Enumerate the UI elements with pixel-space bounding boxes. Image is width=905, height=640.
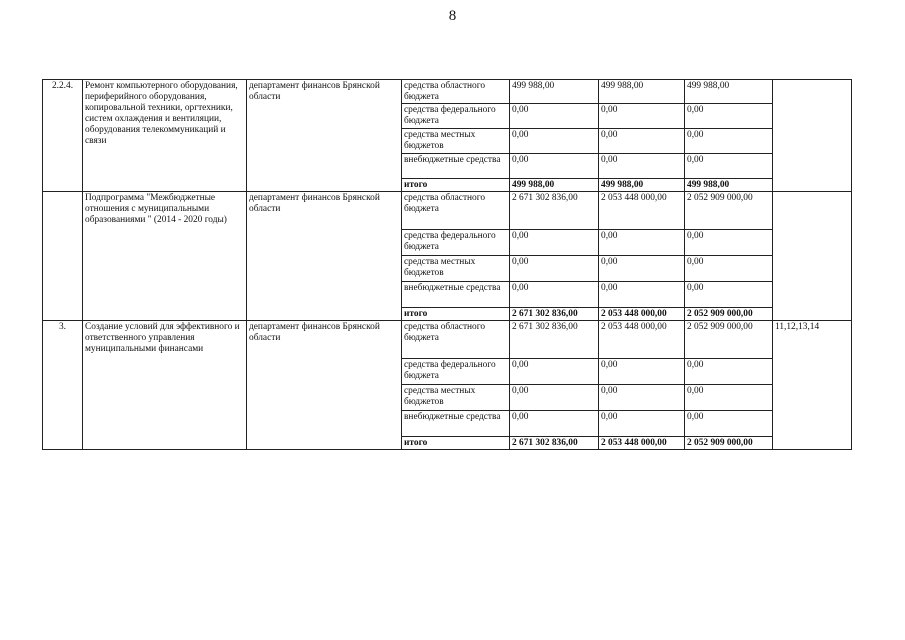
amount-cell-y1: 2 671 302 836,00	[510, 192, 599, 230]
table-row	[43, 80, 852, 104]
executor-cell: департамент финансов Брянской области	[247, 192, 402, 321]
amount-cell-y3: 0,00	[685, 411, 773, 437]
amount-cell-y2: 0,00	[599, 256, 685, 282]
funding-source-cell: средства федерального бюджета	[402, 359, 510, 385]
amount-cell-y2: 2 053 448 000,00	[599, 308, 685, 321]
funding-source-cell: средства местных бюджетов	[402, 129, 510, 154]
amount-cell-y3: 0,00	[685, 359, 773, 385]
measure-name-cell: Создание условий для эффективного и ответственного управления муниципальными финансами	[83, 321, 247, 450]
amount-cell-y3: 0,00	[685, 230, 773, 256]
row-number-cell: 2.2.4.	[43, 80, 83, 192]
amount-cell-y3: 0,00	[685, 385, 773, 411]
amount-cell-y1: 2 671 302 836,00	[510, 437, 599, 450]
amount-cell-y3: 2 052 909 000,00	[685, 321, 773, 359]
budget-table	[42, 79, 852, 450]
measure-name-cell: Подпрограмма "Межбюджетные отношения с муниципальными образованиями " (2014 - 2020 годы)	[83, 192, 247, 321]
amount-cell-y2: 0,00	[599, 411, 685, 437]
funding-source-cell: внебюджетные средства	[402, 411, 510, 437]
amount-cell-y2: 2 053 448 000,00	[599, 192, 685, 230]
amount-cell-y1: 0,00	[510, 104, 599, 129]
amount-cell-y2: 0,00	[599, 282, 685, 308]
indicators-cell	[773, 80, 852, 192]
amount-cell-y3: 2 052 909 000,00	[685, 308, 773, 321]
amount-cell-y1: 0,00	[510, 359, 599, 385]
indicators-cell	[773, 192, 852, 321]
amount-cell-y2: 2 053 448 000,00	[599, 437, 685, 450]
amount-cell-y3: 0,00	[685, 282, 773, 308]
funding-source-cell: средства федерального бюджета	[402, 104, 510, 129]
funding-source-cell: средства местных бюджетов	[402, 256, 510, 282]
indicators-cell: 11,12,13,14	[773, 321, 852, 450]
funding-source-cell: средства местных бюджетов	[402, 385, 510, 411]
amount-cell-y2: 0,00	[599, 230, 685, 256]
row-number-cell: 3.	[43, 321, 83, 450]
amount-cell-y1: 2 671 302 836,00	[510, 321, 599, 359]
amount-cell-y3: 499 988,00	[685, 179, 773, 192]
table-row	[43, 321, 852, 359]
amount-cell-y1: 0,00	[510, 411, 599, 437]
amount-cell-y3: 0,00	[685, 129, 773, 154]
funding-source-cell: итого	[402, 308, 510, 321]
funding-source-cell: средства областного бюджета	[402, 321, 510, 359]
funding-source-cell: внебюджетные средства	[402, 154, 510, 179]
funding-source-cell: итого	[402, 179, 510, 192]
amount-cell-y2: 499 988,00	[599, 80, 685, 104]
funding-source-cell: внебюджетные средства	[402, 282, 510, 308]
amount-cell-y2: 0,00	[599, 104, 685, 129]
amount-cell-y3: 499 988,00	[685, 80, 773, 104]
amount-cell-y3: 0,00	[685, 104, 773, 129]
executor-cell: департамент финансов Брянской области	[247, 80, 402, 192]
table-row	[43, 192, 852, 230]
amount-cell-y1: 499 988,00	[510, 80, 599, 104]
amount-cell-y1: 0,00	[510, 129, 599, 154]
amount-cell-y2: 499 988,00	[599, 179, 685, 192]
amount-cell-y3: 0,00	[685, 256, 773, 282]
row-number-cell	[43, 192, 83, 321]
amount-cell-y1: 499 988,00	[510, 179, 599, 192]
amount-cell-y3: 2 052 909 000,00	[685, 437, 773, 450]
measure-name-cell: Ремонт компьютерного оборудования, периферийного оборудования, копировальной техники, оргтехники, систем охлаждения и вентиляции, оборудования телекоммуникаций и связи	[83, 80, 247, 192]
budget-table-body	[43, 80, 852, 450]
funding-source-cell: средства областного бюджета	[402, 192, 510, 230]
funding-source-cell: средства федерального бюджета	[402, 230, 510, 256]
amount-cell-y2: 0,00	[599, 359, 685, 385]
amount-cell-y2: 0,00	[599, 129, 685, 154]
funding-source-cell: средства областного бюджета	[402, 80, 510, 104]
executor-cell: департамент финансов Брянской области	[247, 321, 402, 450]
funding-source-cell: итого	[402, 437, 510, 450]
amount-cell-y2: 0,00	[599, 385, 685, 411]
amount-cell-y1: 0,00	[510, 154, 599, 179]
amount-cell-y1: 0,00	[510, 256, 599, 282]
amount-cell-y1: 0,00	[510, 282, 599, 308]
amount-cell-y2: 2 053 448 000,00	[599, 321, 685, 359]
page-number: 8	[448, 8, 457, 24]
amount-cell-y1: 0,00	[510, 385, 599, 411]
amount-cell-y2: 0,00	[599, 154, 685, 179]
amount-cell-y1: 0,00	[510, 230, 599, 256]
amount-cell-y3: 0,00	[685, 154, 773, 179]
amount-cell-y1: 2 671 302 836,00	[510, 308, 599, 321]
amount-cell-y3: 2 052 909 000,00	[685, 192, 773, 230]
